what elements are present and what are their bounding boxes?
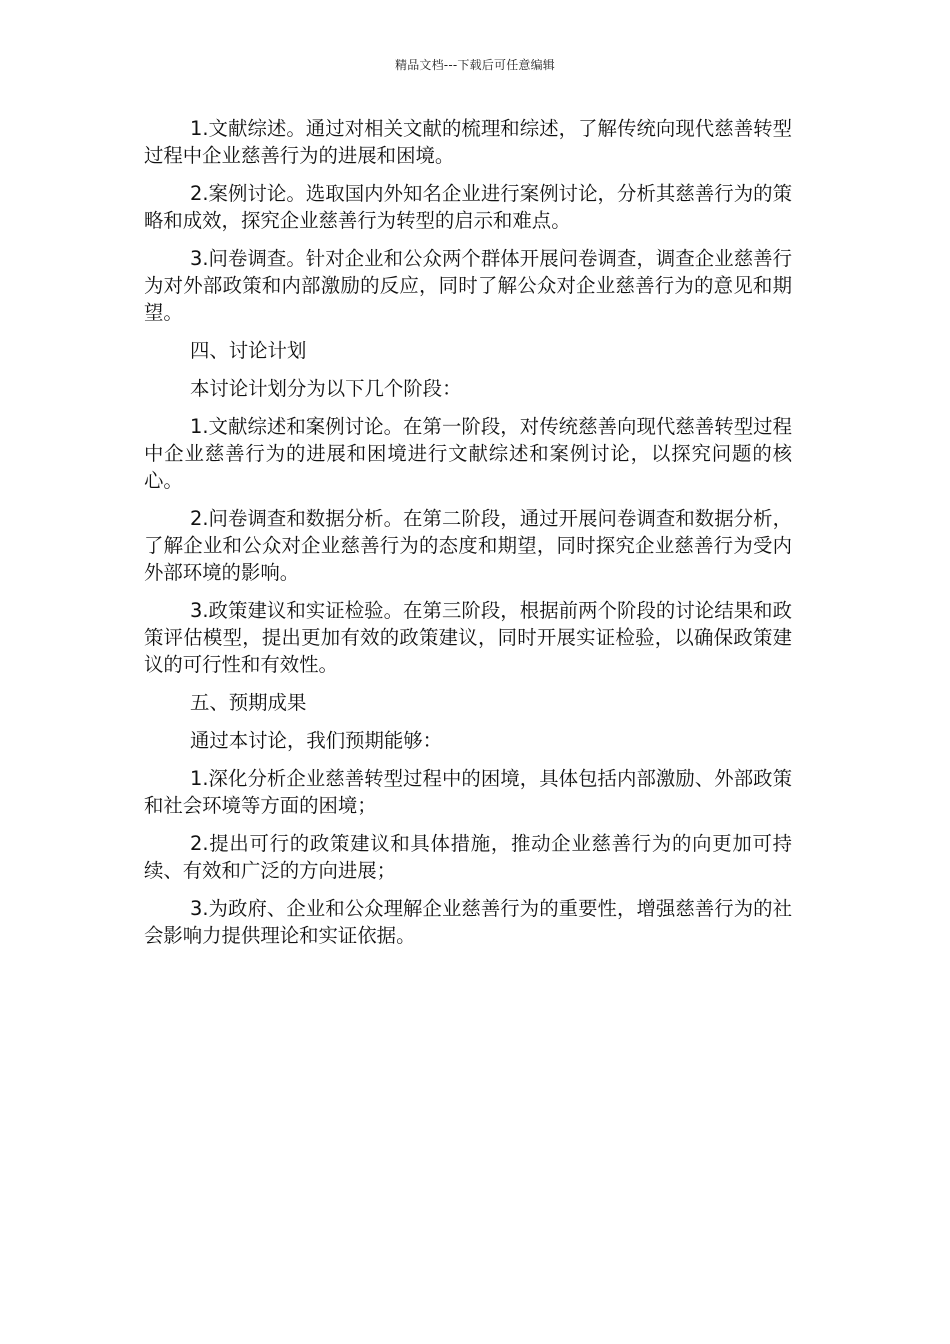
paragraph-plan-stage-3: 3.政策建议和实证检验。在第三阶段，根据前两个阶段的讨论结果和政策评估模型，提出更加有效的政策建议，同时开展实证检验，以确保政策建议的可行性和有效性。 xyxy=(144,599,792,676)
paragraph-results-intro: 通过本讨论，我们预期能够： xyxy=(190,729,443,752)
document-body xyxy=(144,115,792,960)
paragraph-method-case-study: 2.案例讨论。选取国内外知名企业进行案例讨论，分析其慈善行为的策略和成效，探究企业慈善行为转型的启示和难点。 xyxy=(144,182,792,232)
paragraph-result-2: 2.提出可行的政策建议和具体措施，推动企业慈善行为的向更加可持续、有效和广泛的方向进展； xyxy=(144,832,792,882)
paragraph-plan-intro: 本讨论计划分为以下几个阶段： xyxy=(190,377,462,400)
section-heading-research-plan: 四、讨论计划 xyxy=(190,339,307,362)
paragraph-result-1: 1.深化分析企业慈善转型过程中的困境，具体包括内部激励、外部政策和社会环境等方面的困境； xyxy=(144,767,792,817)
paragraph-plan-stage-1: 1.文献综述和案例讨论。在第一阶段，对传统慈善向现代慈善转型过程中企业慈善行为的进展和困境进行文献综述和案例讨论，以探究问题的核心。 xyxy=(144,415,792,492)
page-header: 精品文档---下载后可任意编辑 xyxy=(395,58,555,72)
paragraph-plan-stage-2: 2.问卷调查和数据分析。在第二阶段，通过开展问卷调查和数据分析，了解企业和公众对企业慈善行为的态度和期望，同时探究企业慈善行为受内外部环境的影响。 xyxy=(144,507,792,584)
section-heading-expected-results: 五、预期成果 xyxy=(190,691,307,714)
paragraph-method-questionnaire: 3.问卷调查。针对企业和公众两个群体开展问卷调查，调查企业慈善行为对外部政策和内部激励的反应，同时了解公众对企业慈善行为的意见和期望。 xyxy=(144,247,792,324)
paragraph-result-3: 3.为政府、企业和公众理解企业慈善行为的重要性，增强慈善行为的社会影响力提供理论和实证依据。 xyxy=(144,897,792,947)
paragraph-method-literature-review: 1.文献综述。通过对相关文献的梳理和综述，了解传统向现代慈善转型过程中企业慈善行为的进展和困境。 xyxy=(144,117,792,167)
